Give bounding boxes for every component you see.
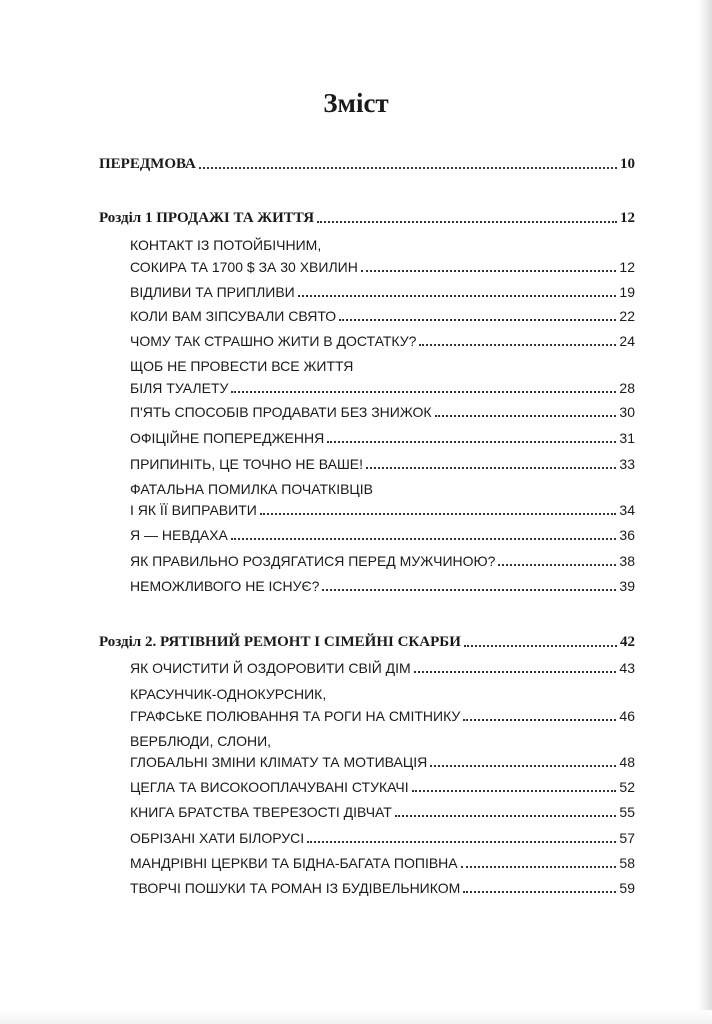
dot-leader [461, 866, 617, 868]
dot-leader [463, 719, 616, 721]
toc-entry[interactable] [130, 574, 635, 598]
dot-leader [435, 415, 617, 417]
toc-page-number: 12 [619, 259, 635, 275]
toc-entry-title: ПРИПИНІТЬ, ЦЕ ТОЧНО НЕ ВАШЕ! [130, 456, 364, 472]
dot-leader [395, 815, 617, 817]
toc-entry-title: ГРАФСЬКЕ ПОЛЮВАННЯ ТА РОГИ НА СМІТНИКУ [130, 708, 461, 724]
toc-page-number: 38 [619, 553, 635, 569]
toc-entry[interactable] [130, 876, 635, 900]
toc-page-number: 22 [619, 308, 635, 324]
toc-entry[interactable] [130, 851, 635, 875]
page-bottom-shadow [0, 1010, 712, 1024]
dot-leader [414, 671, 617, 673]
dot-leader [317, 221, 617, 223]
dot-leader [419, 344, 616, 346]
toc-page-number: 28 [619, 380, 635, 396]
dot-leader [322, 589, 616, 591]
toc-entry[interactable] [130, 656, 635, 680]
dot-leader [463, 891, 616, 893]
toc-entry-title: ВІДЛИВИ ТА ПРИПЛИВИ [130, 284, 295, 300]
toc-entry[interactable] [130, 452, 635, 476]
toc-page-number: 43 [619, 660, 635, 676]
toc-page-number: 58 [619, 855, 635, 871]
page-edge-shadow [698, 0, 712, 1024]
dot-leader [199, 167, 617, 169]
toc-entry-title: ОФІЦІЙНЕ ПОПЕРЕДЖЕННЯ [130, 430, 325, 446]
dot-leader [412, 790, 617, 792]
toc-entry-line1: ВЕРБЛЮДИ, СЛОНИ, [130, 733, 272, 749]
dot-leader [327, 441, 616, 443]
dot-leader [307, 841, 616, 843]
toc-section-1[interactable] [99, 206, 635, 230]
toc-entry-line1: ЩОБ НЕ ПРОВЕСТИ ВСЕ ЖИТТЯ [130, 358, 354, 374]
dot-leader [231, 538, 617, 540]
toc-page-number: 19 [619, 284, 635, 300]
dot-leader [498, 564, 616, 566]
dot-leader [366, 467, 616, 469]
toc-entry-title: КОЛИ ВАМ ЗІПСУВАЛИ СВЯТО [130, 308, 337, 324]
toc-entry[interactable] [130, 750, 635, 774]
toc-entry-title: ПЕРЕДМОВА [99, 156, 196, 172]
section-title: Розділ 1 ПРОДАЖІ ТА ЖИТТЯ [99, 210, 315, 226]
toc-entry-title: ЯК ОЧИСТИТИ Й ОЗДОРОВИТИ СВІЙ ДІМ [130, 660, 411, 676]
toc-entry[interactable] [130, 498, 635, 522]
toc-entry[interactable] [130, 426, 635, 450]
toc-page-number: 46 [619, 708, 635, 724]
toc-page-number: 31 [619, 430, 635, 446]
toc-section-2[interactable] [99, 630, 635, 654]
toc-entry[interactable] [130, 280, 635, 304]
toc-entry-preface[interactable] [99, 152, 635, 176]
toc-entry-title: КНИГА БРАТСТВА ТВЕРЕЗОСТІ ДІВЧАТ [130, 804, 392, 820]
toc-page-number: 30 [619, 404, 635, 420]
toc-entry-title: ТВОРЧІ ПОШУКИ ТА РОМАН ІЗ БУДІВЕЛЬНИКОМ [130, 880, 461, 896]
toc-entry[interactable] [130, 775, 635, 799]
toc-entry-line1: КОНТАКТ ІЗ ПОТОЙБІЧНИМ, [130, 237, 322, 253]
toc-entry[interactable] [130, 304, 635, 328]
toc-entry-title: ЧОМУ ТАК СТРАШНО ЖИТИ В ДОСТАТКУ? [130, 333, 417, 349]
dot-leader [231, 391, 616, 393]
page-title: Зміст [323, 88, 389, 118]
toc-page-number: 34 [619, 502, 635, 518]
toc-entry[interactable] [130, 255, 635, 279]
section-title: Розділ 2. РЯТІВНИЙ РЕМОНТ І СІМЕЙНІ СКАРБИ [99, 634, 461, 650]
toc-entry[interactable] [130, 329, 635, 353]
toc-page-number: 24 [619, 333, 635, 349]
toc-entry[interactable] [130, 376, 635, 400]
toc-page-number: 48 [619, 754, 635, 770]
toc-page-number: 39 [619, 578, 635, 594]
toc-entry-line1: КРАСУНЧИК-ОДНОКУРСНИК, [130, 686, 327, 702]
toc-entry[interactable] [130, 704, 635, 728]
dot-leader [361, 270, 617, 272]
dot-leader [298, 295, 617, 297]
toc-page-number: 42 [620, 634, 635, 650]
toc-entry-line1: ФАТАЛЬНА ПОМИЛКА ПОЧАТКІВЦІВ [130, 481, 374, 497]
toc-entry[interactable] [130, 800, 635, 824]
toc-entry-title: НЕМОЖЛИВОГО НЕ ІСНУЄ? [130, 578, 320, 594]
toc-entry-title: П'ЯТЬ СПОСОБІВ ПРОДАВАТИ БЕЗ ЗНИЖОК [130, 404, 432, 420]
toc-page-number: 59 [619, 880, 635, 896]
toc-entry[interactable] [130, 826, 635, 850]
toc-entry-title: ОБРІЗАНІ ХАТИ БІЛОРУСІ [130, 830, 305, 846]
toc-entry-title: БІЛЯ ТУАЛЕТУ [130, 380, 229, 396]
dot-leader [464, 645, 617, 647]
toc-entry-title: СОКИРА ТА 1700 $ ЗА 30 ХВИЛИН [130, 259, 358, 275]
toc-page-number: 52 [619, 779, 635, 795]
toc-entry[interactable] [130, 549, 635, 573]
toc-page-number: 12 [620, 210, 635, 226]
toc-page-number: 10 [620, 156, 635, 172]
toc-entry-title: МАНДРІВНІ ЦЕРКВИ ТА БІДНА-БАГАТА ПОПІВНА [130, 855, 458, 871]
toc-entry-title: Я — НЕВДАХА [130, 527, 228, 543]
toc-page-number: 36 [619, 527, 635, 543]
dot-leader [430, 765, 616, 767]
toc-entry-title: ГЛОБАЛЬНІ ЗМІНИ КЛІМАТУ ТА МОТИВАЦІЯ [130, 754, 428, 770]
dot-leader [260, 513, 617, 515]
toc-page-number: 57 [619, 830, 635, 846]
toc-entry-title: І ЯК ЇЇ ВИПРАВИТИ [130, 502, 257, 518]
toc-entry-title: ЯК ПРАВИЛЬНО РОЗДЯГАТИСЯ ПЕРЕД МУЖЧИНОЮ? [130, 553, 496, 569]
toc-entry[interactable] [130, 523, 635, 547]
toc-page-number: 33 [619, 456, 635, 472]
toc-entry-title: ЦЕГЛА ТА ВИСОКООПЛАЧУВАНІ СТУКАЧІ [130, 779, 409, 795]
toc-page-number: 55 [619, 804, 635, 820]
dot-leader [339, 319, 616, 321]
toc-entry[interactable] [130, 400, 635, 424]
